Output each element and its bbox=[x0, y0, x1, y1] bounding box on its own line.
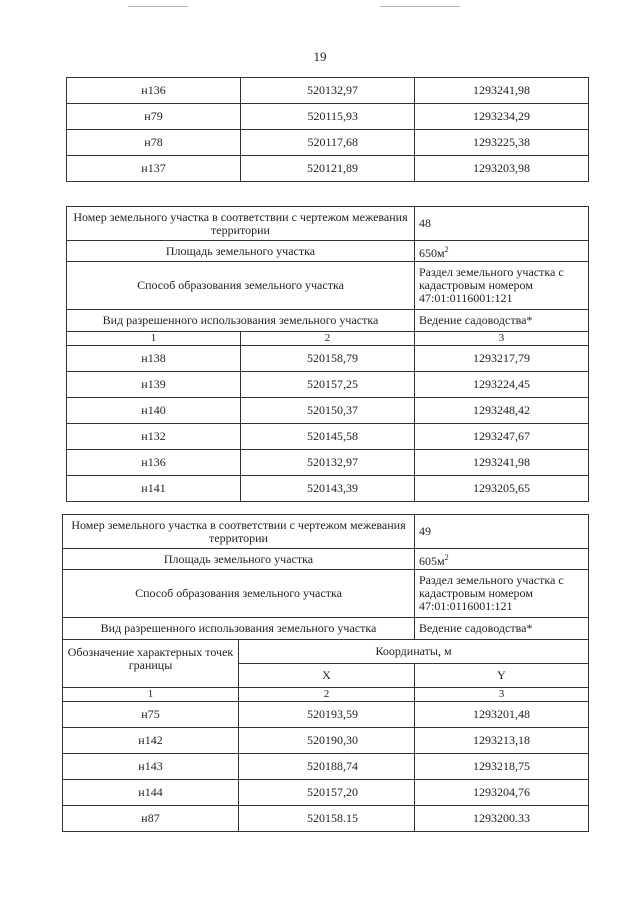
column-number: 1 bbox=[63, 688, 239, 702]
table-row bbox=[67, 476, 589, 502]
x-cell: 520145,58 bbox=[241, 424, 415, 450]
point-cell: н75 bbox=[63, 702, 239, 728]
area-label: Площадь земельного участка bbox=[63, 549, 415, 570]
area-value: $650м^2$ bbox=[415, 241, 589, 262]
x-cell: 520157,20 bbox=[239, 780, 415, 806]
use-row bbox=[63, 618, 589, 640]
table-row bbox=[63, 702, 589, 728]
point-cell: н141 bbox=[67, 476, 241, 502]
x-cell: 520150,37 bbox=[241, 398, 415, 424]
page-number: 19 bbox=[313, 49, 327, 64]
y-cell: 1293213,18 bbox=[415, 728, 589, 754]
use-label: Вид разрешенного использования земельного участка bbox=[63, 618, 415, 640]
x-header: X bbox=[239, 664, 415, 688]
y-cell: 1293205,65 bbox=[415, 476, 589, 502]
y-cell: 1293224,45 bbox=[415, 372, 589, 398]
x-cell: 520132,97 bbox=[241, 78, 415, 104]
y-cell: 1293218,75 bbox=[415, 754, 589, 780]
y-cell: 1293203,98 bbox=[415, 156, 589, 182]
x-cell: 520193,59 bbox=[239, 702, 415, 728]
coordinates-header: Координаты, м bbox=[239, 640, 589, 664]
table-row bbox=[67, 346, 589, 372]
table-row bbox=[67, 424, 589, 450]
column-number-row bbox=[63, 688, 589, 702]
column-number: 2 bbox=[241, 332, 415, 346]
column-number: 3 bbox=[415, 332, 589, 346]
y-cell: 1293241,98 bbox=[415, 450, 589, 476]
table-row bbox=[63, 780, 589, 806]
column-number: 2 bbox=[239, 688, 415, 702]
y-cell: 1293241,98 bbox=[415, 78, 589, 104]
area-row bbox=[67, 241, 589, 262]
table-row bbox=[67, 156, 589, 182]
y-cell: 1293247,67 bbox=[415, 424, 589, 450]
parcel-number-row bbox=[67, 207, 589, 241]
points-header: Обозначение характерных точек границы bbox=[63, 640, 239, 688]
column-number: 3 bbox=[415, 688, 589, 702]
point-cell: н132 bbox=[67, 424, 241, 450]
method-value: Раздел земельного участка с кадастровым номером 47:01:0116001:121 bbox=[415, 262, 589, 310]
y-cell: 1293201,48 bbox=[415, 702, 589, 728]
table-row bbox=[63, 728, 589, 754]
x-cell: 520121,89 bbox=[241, 156, 415, 182]
point-cell: н139 bbox=[67, 372, 241, 398]
table-row bbox=[67, 398, 589, 424]
x-cell: 520117,68 bbox=[241, 130, 415, 156]
column-number: 1 bbox=[67, 332, 241, 346]
y-cell: 1293248,42 bbox=[415, 398, 589, 424]
parcel-number-label: Номер земельного участка в соответствии с чертежом межевания территории bbox=[63, 515, 415, 549]
table-row bbox=[67, 450, 589, 476]
parcel-number-value: 48 bbox=[415, 207, 589, 241]
point-cell: н79 bbox=[67, 104, 241, 130]
use-label: Вид разрешенного использования земельного участка bbox=[67, 310, 415, 332]
x-cell: 520158.15 bbox=[239, 806, 415, 832]
table-row bbox=[63, 754, 589, 780]
table-row bbox=[67, 78, 589, 104]
point-cell: н144 bbox=[63, 780, 239, 806]
parcel-number-label: Номер земельного участка в соответствии с чертежом межевания территории bbox=[67, 207, 415, 241]
y-cell: 1293217,79 bbox=[415, 346, 589, 372]
x-cell: 520157,25 bbox=[241, 372, 415, 398]
x-cell: 520115,93 bbox=[241, 104, 415, 130]
x-cell: 520158,79 bbox=[241, 346, 415, 372]
y-cell: 1293200.33 bbox=[415, 806, 589, 832]
point-cell: н136 bbox=[67, 78, 241, 104]
coordinates-table-continued bbox=[66, 77, 589, 182]
point-cell: н78 bbox=[67, 130, 241, 156]
table-row bbox=[67, 372, 589, 398]
y-cell: 1293234,29 bbox=[415, 104, 589, 130]
parcel-49-table bbox=[62, 514, 589, 832]
method-row bbox=[63, 570, 589, 618]
table-row bbox=[67, 104, 589, 130]
point-cell: н140 bbox=[67, 398, 241, 424]
method-value: Раздел земельного участка с кадастровым номером 47:01:0116001:121 bbox=[415, 570, 589, 618]
scan-artifact-left bbox=[128, 6, 188, 7]
x-cell: 520188,74 bbox=[239, 754, 415, 780]
area-label: Площадь земельного участка bbox=[67, 241, 415, 262]
method-row bbox=[67, 262, 589, 310]
x-cell: 520143,39 bbox=[241, 476, 415, 502]
use-row bbox=[67, 310, 589, 332]
column-number-row bbox=[67, 332, 589, 346]
use-value: Ведение садоводства* bbox=[415, 310, 589, 332]
y-cell: 1293204,76 bbox=[415, 780, 589, 806]
use-value: Ведение садоводства* bbox=[415, 618, 589, 640]
parcel-number-row bbox=[63, 515, 589, 549]
point-cell: н138 bbox=[67, 346, 241, 372]
point-cell: н136 bbox=[67, 450, 241, 476]
point-cell: н143 bbox=[63, 754, 239, 780]
table-row bbox=[67, 130, 589, 156]
parcel-48-table bbox=[66, 206, 589, 502]
table-row bbox=[63, 806, 589, 832]
area-row bbox=[63, 549, 589, 570]
y-header: Y bbox=[415, 664, 589, 688]
x-cell: 520190,30 bbox=[239, 728, 415, 754]
point-cell: н142 bbox=[63, 728, 239, 754]
point-cell: н137 bbox=[67, 156, 241, 182]
y-cell: 1293225,38 bbox=[415, 130, 589, 156]
scan-artifact-right bbox=[380, 6, 460, 7]
area-value: $605м^2$ bbox=[415, 549, 589, 570]
point-cell: н87 bbox=[63, 806, 239, 832]
coordinates-header-row bbox=[63, 640, 589, 664]
method-label: Способ образования земельного участка bbox=[67, 262, 415, 310]
x-cell: 520132,97 bbox=[241, 450, 415, 476]
method-label: Способ образования земельного участка bbox=[63, 570, 415, 618]
parcel-number-value: 49 bbox=[415, 515, 589, 549]
